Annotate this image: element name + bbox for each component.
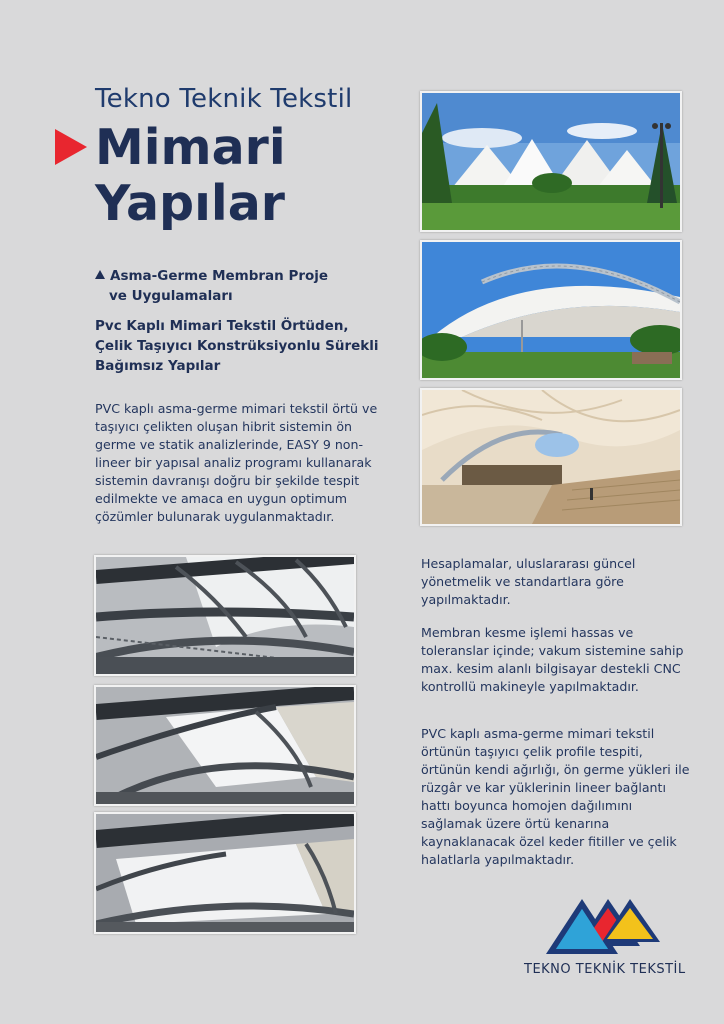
photo-tent-park <box>420 91 682 232</box>
triangle-bullet-icon <box>95 270 105 279</box>
bullet-line-1: Asma-Germe Membran Proje <box>110 268 329 284</box>
paragraph-fixing: PVC kaplı asma-germe mimari tekstil örtünün taşıyıcı çelik profile tespiti, örtünün kendi ağırlığı, ön germe yükleri ile rüzgâr ve kar yüklerinin lineer bağlantı hattı boyunca homojen dağılımını sağlamak üzere örtü kenarına kaynaklanacak özel keder fitiller ve çelik halatlarla yapılmaktadır. <box>421 726 690 867</box>
tekno-logo-icon <box>544 894 662 958</box>
play-arrow-icon <box>55 129 87 165</box>
paragraph-analysis: PVC kaplı asma-germe mimari tekstil örtü ve taşıyıcı çelikten oluşan hibrit sistemin ön germe ve statik analizlerinde, EASY 9 non-lineer bir yapısal analiz programı kullanarak sistemin davranışı doğru bir şekilde tespit edilmekte ve amaca en uygun optimum çözümler bulunarak uygulanmaktadır. <box>95 401 378 524</box>
photo-amphitheater-interior <box>420 388 682 526</box>
paragraph-calculations: Hesaplamalar, uluslararası güncel yönetmelik ve standartlara göre yapılmaktadır. <box>421 556 636 607</box>
brand-name: TEKNO TEKNİK TEKSTİL <box>524 962 686 977</box>
photo-steel-trusses-1 <box>94 555 356 676</box>
title-line-2: Yapılar <box>95 175 285 232</box>
paragraph-cutting: Membran kesme işlemi hassas ve toleranslar içinde; vakum sistemine sahip max. kesim alanlı bilgisayar destekli CNC kontrollü makineyle yapılmaktadır. <box>421 625 684 694</box>
photo-steel-trusses-2 <box>94 685 356 806</box>
lead-line-1: Pvc Kaplı Mimari Tekstil Örtüden, <box>95 318 349 334</box>
lead-line-3: Bağımsız Yapılar <box>95 358 221 374</box>
lead-heading <box>95 316 395 376</box>
lead-line-2: Çelik Taşıyıcı Konstrüksiyonlu Sürekli <box>95 338 379 354</box>
photo-steel-trusses-3 <box>94 812 356 934</box>
bullet-line-2: ve Uygulamaları <box>109 288 233 304</box>
bullet-heading <box>95 266 355 306</box>
title-line-1: Mimari <box>95 119 286 176</box>
page-subtitle: Tekno Teknik Tekstil <box>95 84 353 114</box>
page-title <box>95 120 286 232</box>
photo-membrane-arch <box>420 240 682 380</box>
